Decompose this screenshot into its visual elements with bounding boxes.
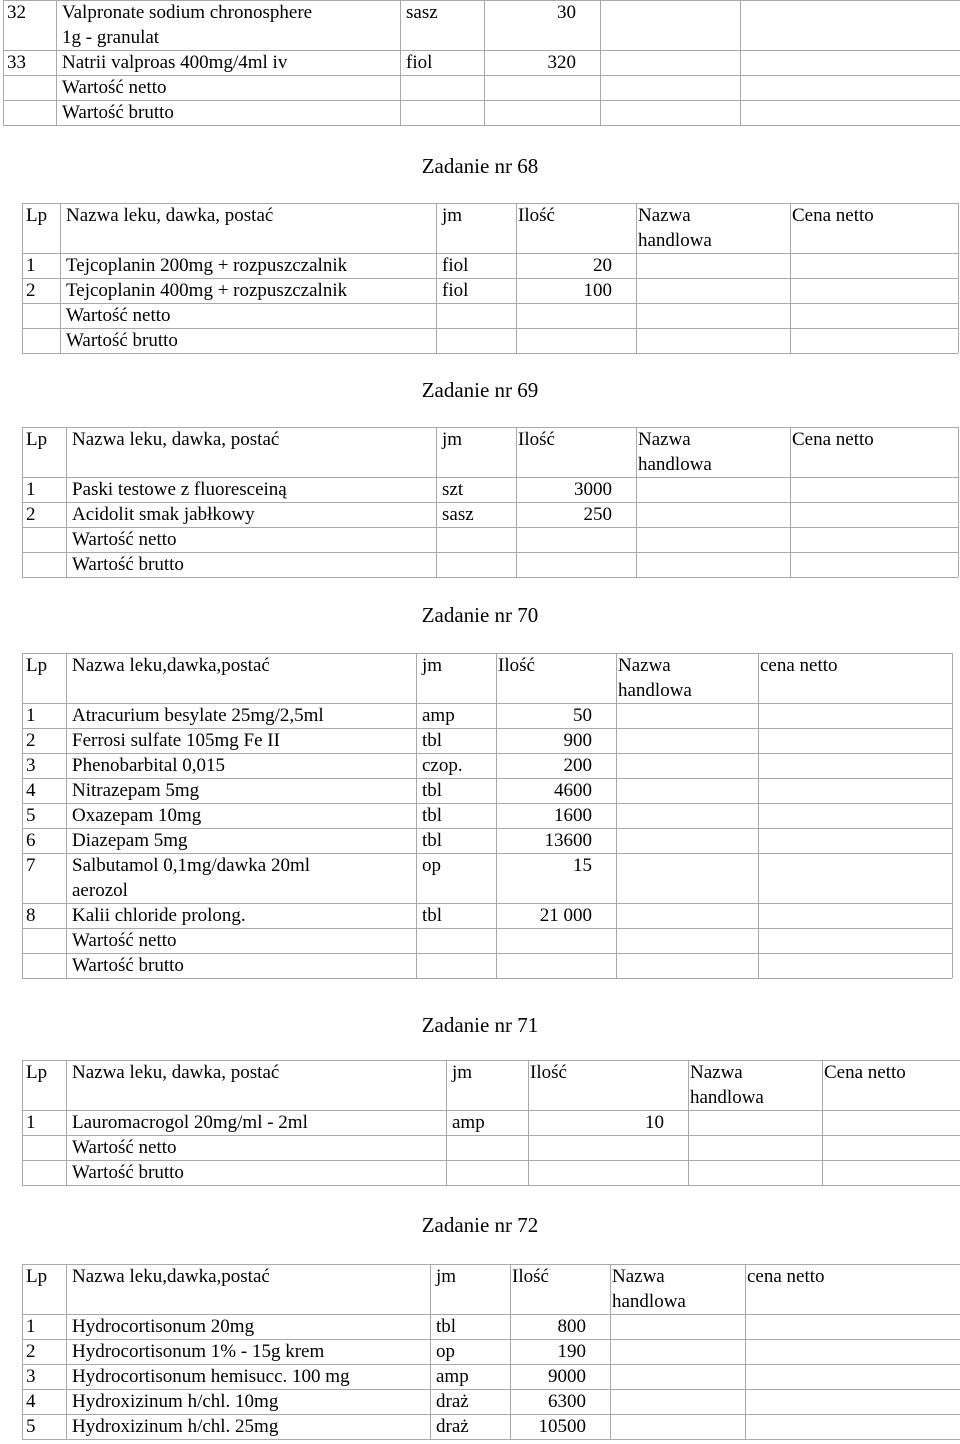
row-unit: amp (436, 1366, 469, 1387)
table-rule (22, 803, 952, 804)
gross-value-label: Wartość brutto (72, 554, 184, 575)
table-rule (22, 203, 23, 353)
row-unit: tbl (422, 830, 443, 851)
row-lp: 6 (26, 830, 36, 851)
row-lp: 5 (26, 1416, 36, 1437)
row-unit: sasz (442, 504, 474, 525)
table-rule (22, 1264, 960, 1265)
header-trade-name: handlowa (612, 1291, 686, 1312)
table-rule (952, 653, 953, 978)
row-drug-name: Atracurium besylate 25mg/2,5ml (72, 705, 324, 726)
row-lp: 4 (26, 1391, 36, 1412)
section-title: Zadanie nr 70 (421, 603, 539, 627)
header-quantity: Ilość (518, 429, 555, 450)
table-rule (22, 427, 958, 428)
row-lp: 4 (26, 780, 36, 801)
row-drug-name: Tejcoplanin 400mg + rozpuszczalnik (66, 280, 348, 301)
table-rule (528, 1060, 529, 1185)
header-lp: Lp (26, 429, 48, 450)
row-lp: 1 (26, 479, 36, 500)
row-unit: fiol (442, 280, 469, 301)
table-rule (22, 477, 958, 478)
row-drug-name: Ferrosi sulfate 105mg Fe II (72, 730, 280, 751)
header-quantity: Ilość (498, 655, 535, 676)
table-rule (430, 1264, 431, 1439)
gross-value-label: Wartość brutto (62, 102, 174, 123)
row-lp: 32 (7, 2, 26, 23)
table-rule (22, 1110, 960, 1111)
row-lp: 33 (7, 52, 26, 73)
row-drug-name: Salbutamol 0,1mg/dawka 20ml (72, 855, 311, 876)
table-rule (758, 653, 759, 978)
row-drug-name: Lauromacrogol 20mg/ml - 2ml (72, 1112, 308, 1133)
row-quantity: 100 (583, 280, 612, 301)
header-unit: jm (452, 1062, 473, 1083)
net-value-label: Wartość netto (72, 930, 177, 951)
header-unit: jm (436, 1266, 457, 1287)
header-unit: jm (442, 429, 463, 450)
header-trade-name: handlowa (618, 680, 692, 701)
row-quantity: 50 (573, 705, 592, 726)
row-unit: tbl (422, 730, 443, 751)
table-rule (22, 828, 952, 829)
row-drug-name: Kalii chloride prolong. (72, 905, 246, 926)
header-quantity: Ilość (512, 1266, 549, 1287)
table-rule (516, 203, 517, 353)
table-rule (745, 1264, 746, 1439)
header-drug-name: Nazwa leku, dawka, postać (66, 205, 274, 226)
table-rule (22, 853, 952, 854)
table-rule (416, 653, 417, 978)
table-rule (436, 427, 437, 577)
row-quantity: 15 (573, 855, 592, 876)
net-value-label: Wartość netto (62, 77, 167, 98)
table-rule (22, 903, 952, 904)
header-unit: jm (422, 655, 443, 676)
table-rule (510, 1264, 511, 1439)
row-drug-name: Diazepam 5mg (72, 830, 188, 851)
header-trade-name: Nazwa (690, 1062, 743, 1083)
row-lp: 1 (26, 1112, 36, 1133)
header-lp: Lp (26, 205, 48, 226)
table-rule (740, 0, 741, 125)
header-drug-name: Nazwa leku, dawka, postać (72, 429, 280, 450)
row-drug-name: Phenobarbital 0,015 (72, 755, 226, 776)
row-quantity: 3000 (574, 479, 612, 500)
row-drug-name: Hydrocortisonum hemisucc. 100 mg (72, 1366, 350, 1387)
table-rule (22, 953, 952, 954)
table-rule (22, 502, 958, 503)
table-rule (600, 0, 601, 125)
table-rule (3, 125, 960, 126)
table-rule (66, 653, 67, 978)
row-unit: tbl (422, 905, 443, 926)
section-title: Zadanie nr 68 (421, 154, 539, 178)
table-rule (22, 703, 952, 704)
gross-value-label: Wartość brutto (72, 1162, 184, 1183)
row-unit: amp (452, 1112, 485, 1133)
row-lp: 1 (26, 255, 36, 276)
row-quantity: 200 (563, 755, 592, 776)
table-rule (56, 0, 57, 125)
row-unit: draż (436, 1391, 469, 1412)
net-value-label: Wartość netto (72, 1137, 177, 1158)
table-rule (22, 427, 23, 577)
table-rule (22, 1389, 960, 1390)
row-lp: 2 (26, 730, 36, 751)
table-rule (66, 1060, 67, 1185)
table-rule (22, 1185, 960, 1186)
table-rule (22, 253, 958, 254)
row-drug-name: Paski testowe z fluoresceiną (72, 479, 287, 500)
row-unit: tbl (436, 1316, 457, 1337)
section-title: Zadanie nr 72 (421, 1213, 539, 1237)
header-net-price: cena netto (760, 655, 838, 676)
row-lp: 8 (26, 905, 36, 926)
header-lp: Lp (26, 1266, 48, 1287)
header-trade-name: handlowa (638, 230, 712, 251)
table-rule (610, 1264, 611, 1439)
row-lp: 7 (26, 855, 36, 876)
table-rule (3, 75, 960, 76)
table-rule (22, 928, 952, 929)
table-rule (22, 1160, 960, 1161)
row-quantity: 10 (645, 1112, 664, 1133)
header-quantity: Ilość (518, 205, 555, 226)
table-rule (3, 50, 960, 51)
row-quantity: 21 000 (539, 905, 592, 926)
table-rule (616, 653, 617, 978)
gross-value-label: Wartość brutto (72, 955, 184, 976)
row-unit: draż (436, 1416, 469, 1437)
table-rule (22, 1414, 960, 1415)
row-drug-name: Oxazepam 10mg (72, 805, 202, 826)
table-rule (22, 1060, 960, 1061)
table-rule (436, 203, 437, 353)
header-trade-name: Nazwa (638, 429, 691, 450)
table-rule (22, 1314, 960, 1315)
row-quantity: 9000 (548, 1366, 586, 1387)
table-rule (22, 1439, 960, 1440)
row-quantity: 30 (557, 2, 576, 23)
row-quantity: 10500 (538, 1416, 586, 1437)
row-quantity: 320 (547, 52, 576, 73)
table-rule (22, 653, 23, 978)
row-drug-name: Tejcoplanin 200mg + rozpuszczalnik (66, 255, 348, 276)
row-quantity: 13600 (544, 830, 592, 851)
net-value-label: Wartość netto (66, 305, 171, 326)
table-rule (22, 753, 952, 754)
section-title: Zadanie nr 69 (421, 378, 539, 402)
header-trade-name: Nazwa (638, 205, 691, 226)
header-lp: Lp (26, 1062, 48, 1083)
table-rule (22, 303, 958, 304)
header-trade-name: Nazwa (612, 1266, 665, 1287)
row-drug-name: Hydrocortisonum 20mg (72, 1316, 255, 1337)
row-unit: op (422, 855, 441, 876)
gross-value-label: Wartość brutto (66, 330, 178, 351)
row-lp: 2 (26, 1341, 36, 1362)
header-trade-name: handlowa (638, 454, 712, 475)
table-rule (22, 1264, 23, 1439)
row-drug-name: Hydroxizinum h/chl. 10mg (72, 1391, 279, 1412)
header-lp: Lp (26, 655, 48, 676)
row-lp: 3 (26, 755, 36, 776)
header-trade-name: handlowa (690, 1087, 764, 1108)
table-rule (22, 353, 958, 354)
table-rule (3, 100, 960, 101)
row-lp: 3 (26, 1366, 36, 1387)
header-drug-name: Nazwa leku,dawka,postać (72, 1266, 270, 1287)
row-drug-name: Natrii valproas 400mg/4ml iv (62, 52, 288, 73)
header-quantity: Ilość (530, 1062, 567, 1083)
table-rule (636, 203, 637, 353)
table-rule (22, 203, 958, 204)
row-drug-name: Valpronate sodium chronosphere (62, 2, 313, 23)
row-lp: 1 (26, 705, 36, 726)
header-net-price: Cena netto (824, 1062, 906, 1083)
table-rule (822, 1060, 823, 1185)
header-drug-name: Nazwa leku, dawka, postać (72, 1062, 280, 1083)
section-title: Zadanie nr 71 (421, 1013, 539, 1037)
row-drug-name: aerozol (72, 880, 128, 901)
table-rule (446, 1060, 447, 1185)
row-quantity: 6300 (548, 1391, 586, 1412)
table-rule (958, 203, 959, 353)
row-quantity: 20 (593, 255, 612, 276)
row-drug-name: Hydrocortisonum 1% - 15g krem (72, 1341, 325, 1362)
table-rule (400, 0, 401, 125)
table-rule (22, 778, 952, 779)
table-rule (22, 1135, 960, 1136)
row-drug-name: Hydroxizinum h/chl. 25mg (72, 1416, 279, 1437)
table-rule (790, 203, 791, 353)
table-rule (22, 278, 958, 279)
table-rule (22, 328, 958, 329)
row-unit: czop. (422, 755, 463, 776)
row-unit: tbl (422, 780, 443, 801)
row-unit: tbl (422, 805, 443, 826)
table-rule (22, 728, 952, 729)
row-quantity: 190 (557, 1341, 586, 1362)
table-rule (3, 0, 4, 125)
row-quantity: 1600 (554, 805, 592, 826)
table-rule (484, 0, 485, 125)
header-net-price: Cena netto (792, 429, 874, 450)
header-net-price: Cena netto (792, 205, 874, 226)
table-rule (496, 653, 497, 978)
table-rule (60, 203, 61, 353)
header-trade-name: Nazwa (618, 655, 671, 676)
row-drug-name: 1g - granulat (62, 27, 160, 48)
row-unit: op (436, 1341, 455, 1362)
row-unit: szt (442, 479, 464, 500)
row-unit: sasz (406, 2, 438, 23)
table-rule (22, 1060, 23, 1185)
header-net-price: cena netto (747, 1266, 825, 1287)
header-drug-name: Nazwa leku,dawka,postać (72, 655, 270, 676)
row-quantity: 800 (557, 1316, 586, 1337)
table-rule (22, 978, 952, 979)
table-rule (66, 427, 67, 577)
row-lp: 1 (26, 1316, 36, 1337)
row-drug-name: Acidolit smak jabłkowy (72, 504, 255, 525)
table-rule (790, 427, 791, 577)
row-drug-name: Nitrazepam 5mg (72, 780, 200, 801)
table-rule (688, 1060, 689, 1185)
table-rule (22, 653, 952, 654)
table-rule (22, 577, 958, 578)
row-unit: fiol (406, 52, 433, 73)
table-rule (22, 1364, 960, 1365)
row-lp: 2 (26, 504, 36, 525)
row-quantity: 4600 (554, 780, 592, 801)
header-unit: jm (442, 205, 463, 226)
net-value-label: Wartość netto (72, 529, 177, 550)
table-rule (958, 427, 959, 577)
row-quantity: 900 (563, 730, 592, 751)
table-rule (3, 0, 960, 1)
row-unit: amp (422, 705, 455, 726)
table-rule (22, 1339, 960, 1340)
row-lp: 5 (26, 805, 36, 826)
table-rule (636, 427, 637, 577)
table-rule (22, 527, 958, 528)
table-rule (516, 427, 517, 577)
row-unit: fiol (442, 255, 469, 276)
row-quantity: 250 (583, 504, 612, 525)
table-rule (22, 552, 958, 553)
row-lp: 2 (26, 280, 36, 301)
table-rule (66, 1264, 67, 1439)
